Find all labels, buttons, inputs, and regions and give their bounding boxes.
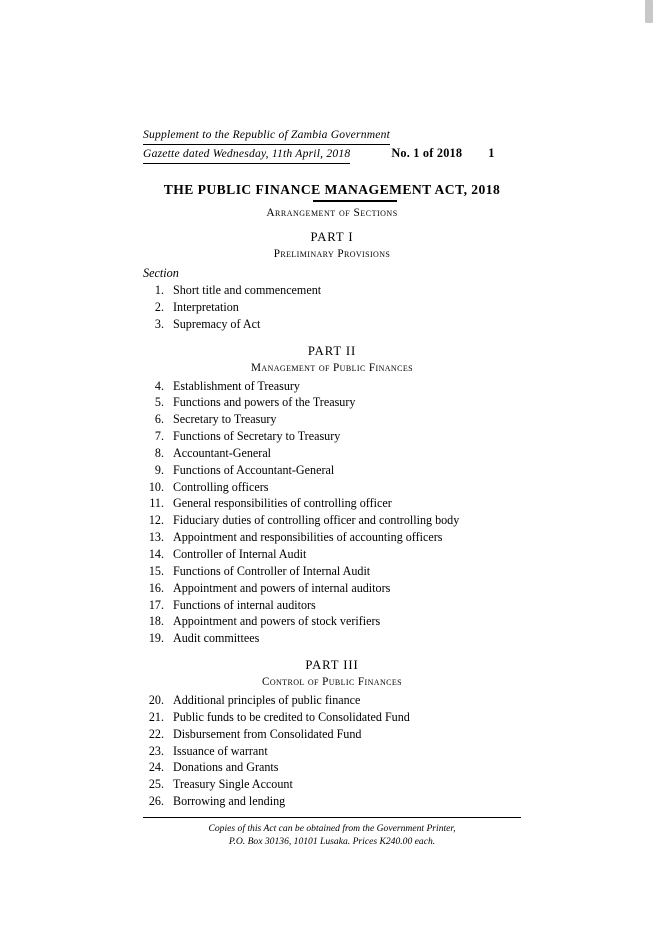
entry-title: Issuance of warrant <box>173 743 268 758</box>
act-title-text: THE PUBLIC FINANCE MANAGEMENT ACT, 2018 <box>163 182 501 197</box>
list-item <box>143 630 521 647</box>
list-item <box>143 316 521 333</box>
list-item <box>143 462 521 479</box>
entry-number: 9. <box>154 462 164 477</box>
arrangement-of-sections-heading: Arrangement of Sections <box>266 207 398 219</box>
list-item <box>143 299 521 316</box>
vertical-scrollbar[interactable] <box>644 0 655 936</box>
entry-number: 1. <box>154 283 164 297</box>
entry-number: 14. <box>148 546 164 561</box>
list-item <box>143 793 521 810</box>
part-heading-3: PART III <box>305 658 359 673</box>
list-item <box>143 580 521 597</box>
list-item <box>143 759 521 776</box>
list-item <box>143 709 521 726</box>
entry-number: 10. <box>148 479 164 494</box>
section-list-part-2 <box>143 378 521 648</box>
list-item <box>143 597 521 614</box>
list-item <box>143 512 521 529</box>
list-item <box>143 743 521 760</box>
entry-number: 3. <box>154 316 164 331</box>
list-item <box>143 282 521 299</box>
list-item <box>143 529 521 546</box>
issue-number: No. 1 of 2018 <box>391 146 463 160</box>
entry-title: Appointment and powers of stock verifiers <box>173 614 381 629</box>
scrollbar-thumb[interactable] <box>645 0 653 23</box>
title-underline-rule <box>313 200 397 202</box>
list-item <box>143 546 521 563</box>
entry-number: 11. <box>149 496 164 511</box>
entry-number: 8. <box>154 445 164 460</box>
footer-line-2: P.O. Box 30136, 10101 Lusaka. Prices K240.00 each. <box>228 835 436 847</box>
entry-number: 23. <box>148 743 164 758</box>
entry-number: 24. <box>148 760 164 775</box>
part-subtitle-3: Control of Public Finances <box>261 676 403 689</box>
entry-number: 18. <box>148 614 164 629</box>
entry-number: 21. <box>148 709 164 724</box>
entry-title: Controller of Internal Audit <box>173 546 307 561</box>
part-heading-1: PART I <box>310 230 354 244</box>
document-body <box>143 126 521 849</box>
entry-title: Additional principles of public finance <box>173 693 361 708</box>
entry-title: General responsibilities of controlling officer <box>173 496 392 511</box>
list-item <box>143 726 521 743</box>
entry-title: Borrowing and lending <box>173 794 286 809</box>
entry-number: 22. <box>148 726 164 741</box>
entry-title: Establishment of Treasury <box>173 378 300 393</box>
entry-title: Appointment and powers of internal auditors <box>173 580 391 595</box>
entry-number: 2. <box>154 299 164 314</box>
part-subtitle-2: Management of Public Finances <box>251 361 413 374</box>
entry-number: 4. <box>154 378 164 393</box>
entry-title: Functions of Accountant-General <box>173 462 335 477</box>
act-title <box>143 182 521 198</box>
footer-line-1: Copies of this Act can be obtained from the Government Printer, <box>208 823 456 835</box>
masthead-gazette-text: Gazette dated Wednesday, 11th April, 2018 <box>143 145 350 164</box>
entry-number: 6. <box>154 412 164 427</box>
entry-title: Functions of Secretary to Treasury <box>173 429 341 444</box>
entry-title: Interpretation <box>173 299 239 314</box>
entry-title: Short title and commencement <box>173 283 322 297</box>
list-item <box>143 445 521 462</box>
footer-divider <box>143 817 521 818</box>
entry-title: Functions and powers of the Treasury <box>173 395 356 410</box>
list-item <box>143 563 521 580</box>
section-list-part-1 <box>143 282 521 333</box>
entry-title: Controlling officers <box>173 479 269 494</box>
part-heading-2: PART II <box>307 343 357 358</box>
page-number: 1 <box>488 146 495 160</box>
entry-number: 20. <box>148 693 164 708</box>
masthead-supplement-text: Supplement to the Republic of Zambia Government <box>143 126 390 145</box>
footer-note <box>143 823 521 848</box>
entry-title: Public funds to be credited to Consolidated Fund <box>173 709 410 724</box>
entry-number: 5. <box>154 395 164 410</box>
list-item <box>143 378 521 395</box>
list-item <box>143 776 521 793</box>
masthead-line-1 <box>143 126 521 145</box>
entry-title: Audit committees <box>173 631 260 646</box>
entry-title: Treasury Single Account <box>173 777 293 792</box>
list-item <box>143 411 521 428</box>
entry-title: Disbursement from Consolidated Fund <box>173 726 362 741</box>
entry-number: 13. <box>148 530 164 545</box>
list-item <box>143 692 521 709</box>
entry-title: Appointment and responsibilities of accounting officers <box>173 530 443 545</box>
section-list-part-3 <box>143 692 521 810</box>
entry-number: 15. <box>148 563 164 578</box>
entry-title: Donations and Grants <box>173 760 279 775</box>
entry-number: 12. <box>148 513 164 528</box>
part-subtitle-1: Preliminary Provisions <box>273 248 391 260</box>
entry-title: Supremacy of Act <box>173 316 261 331</box>
entry-number: 17. <box>148 597 164 612</box>
entry-number: 25. <box>148 777 164 792</box>
entry-title: Secretary to Treasury <box>173 412 277 427</box>
list-item <box>143 495 521 512</box>
section-column-label: Section <box>143 266 179 280</box>
entry-number: 7. <box>154 429 164 444</box>
masthead <box>143 126 521 164</box>
masthead-line-2 <box>143 145 521 164</box>
entry-title: Functions of internal auditors <box>173 597 316 612</box>
entry-number: 26. <box>148 794 164 809</box>
entry-number: 16. <box>148 580 164 595</box>
entry-title: Fiduciary duties of controlling officer and controlling body <box>173 513 460 528</box>
entry-title: Functions of Controller of Internal Audit <box>173 563 371 578</box>
list-item <box>143 613 521 630</box>
entry-number: 19. <box>148 631 164 646</box>
list-item <box>143 479 521 496</box>
list-item <box>143 428 521 445</box>
list-item <box>143 394 521 411</box>
entry-title: Accountant-General <box>173 445 272 460</box>
